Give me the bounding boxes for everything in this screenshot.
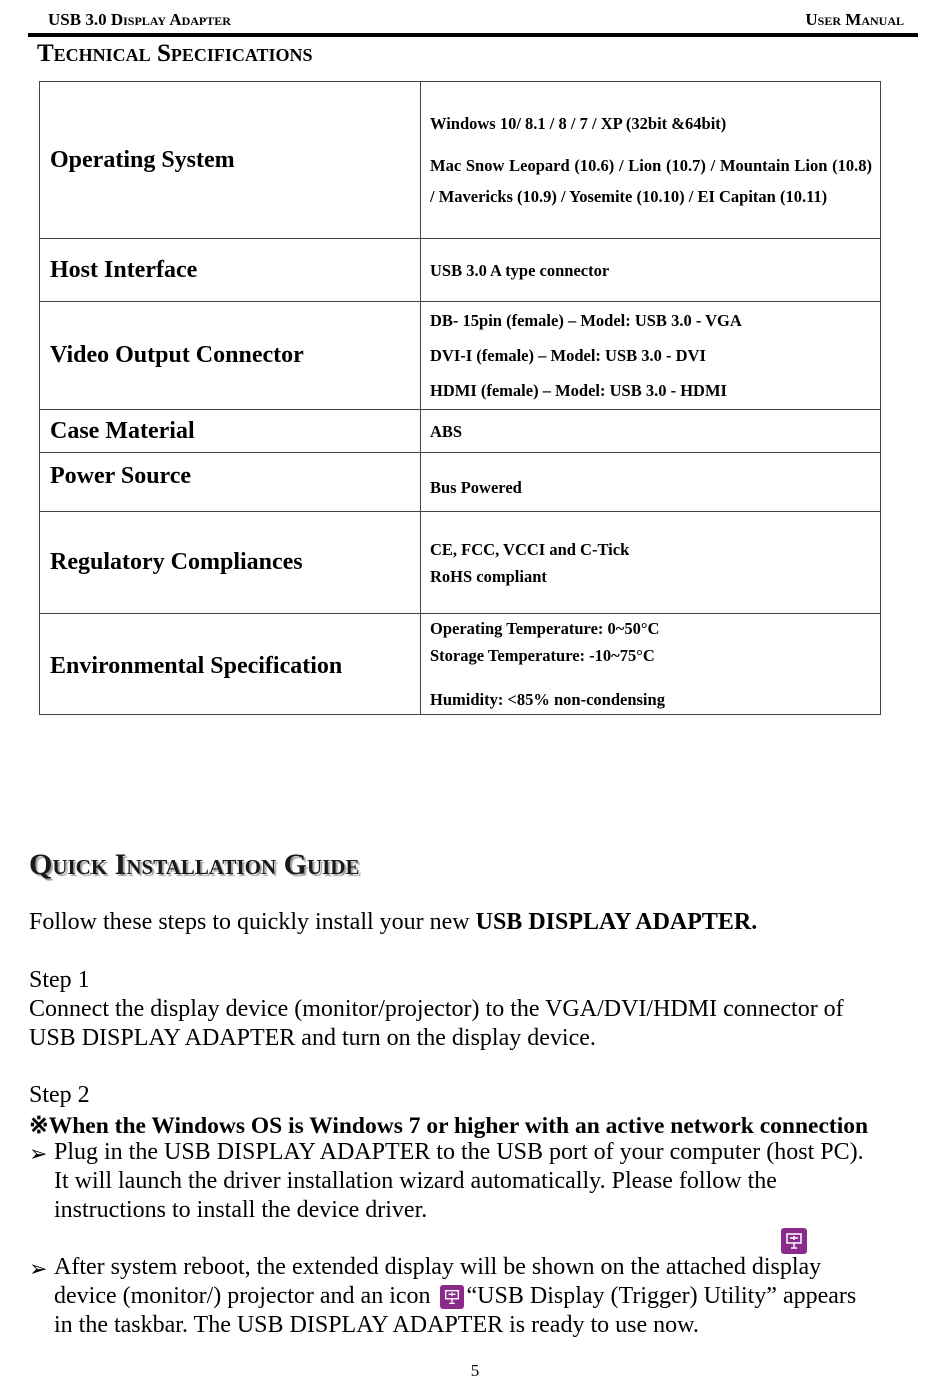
bullet1-line: instructions to install the device driver. (54, 1197, 428, 1223)
spec-value (421, 614, 881, 715)
table-row (40, 82, 881, 239)
tech-specs-title: Technical Specifications (37, 40, 313, 67)
table-row (40, 410, 881, 453)
spec-line: DVI-I (female) – Model: USB 3.0 - DVI (430, 346, 706, 365)
spec-line: USB 3.0 A type connector (430, 260, 610, 280)
table-row (40, 512, 881, 614)
spec-line: DB- 15pin (female) – Model: USB 3.0 - VGA (430, 311, 742, 330)
spec-label: Case Material (40, 410, 421, 453)
page-number: 5 (470, 1361, 480, 1380)
spec-value (421, 82, 881, 239)
usb-display-utility-icon (781, 1228, 807, 1254)
spec-table (39, 81, 881, 715)
intro-plain: Follow these steps to quickly install your new (29, 909, 476, 935)
spec-value (421, 512, 881, 614)
table-row (40, 453, 881, 512)
step1-line: Connect the display device (monitor/projector) to the VGA/DVI/HDMI connector of (29, 996, 844, 1022)
spec-value (421, 239, 881, 302)
bullet-arrow-icon: ➢ (29, 1141, 48, 1166)
spec-line: Windows 10/ 8.1 / 8 / 7 / XP (32bit &64bit) (430, 114, 727, 133)
spec-value (421, 453, 881, 512)
spec-line: RoHS compliant (430, 566, 547, 586)
spec-label: Power Source (40, 453, 421, 512)
spec-label: Host Interface (40, 239, 421, 302)
intro-text (29, 909, 757, 936)
bullet2-line (54, 1283, 856, 1310)
bullet-arrow-icon: ➢ (29, 1256, 48, 1281)
quick-guide-title: Quick Installation Guide (29, 848, 360, 881)
spec-label: Operating System (40, 82, 421, 239)
intro-bold: USB DISPLAY ADAPTER. (475, 909, 758, 935)
spec-line: Storage Temperature: -10~75°C (430, 646, 655, 665)
spec-line: ABS (430, 421, 463, 441)
spec-line: Humidity: <85% non-condensing (430, 690, 665, 709)
spec-label: Environmental Specification (40, 614, 421, 715)
bullet2-line: After system reboot, the extended display will be shown on the attached display (54, 1254, 822, 1280)
step2-note: ※When the Windows OS is Windows 7 or higher with an active network connection (29, 1113, 869, 1139)
bullet2-text-a: device (monitor/) projector and an icon (54, 1283, 431, 1309)
spec-line: HDMI (female) – Model: USB 3.0 - HDMI (430, 381, 727, 400)
bullet2-line: in the taskbar. The USB DISPLAY ADAPTER is ready to use now. (54, 1312, 699, 1338)
usb-display-utility-icon (440, 1285, 464, 1309)
bullet1-line: Plug in the USB DISPLAY ADAPTER to the USB port of your computer (host PC). (54, 1139, 864, 1165)
step2-label: Step 2 (29, 1082, 90, 1108)
spec-line: Bus Powered (430, 478, 522, 497)
spec-line: CE, FCC, VCCI and C-Tick (430, 539, 630, 559)
table-row (40, 302, 881, 410)
table-row (40, 614, 881, 715)
header-title: USB 3.0 Display Adapter (48, 10, 231, 29)
spec-label: Video Output Connector (40, 302, 421, 410)
step1-line: USB DISPLAY ADAPTER and turn on the display device. (29, 1025, 596, 1051)
step1-label: Step 1 (29, 967, 90, 993)
spec-value (421, 302, 881, 410)
header-rule (28, 33, 918, 37)
spec-value (421, 410, 881, 453)
bullet1-line: It will launch the driver installation wizard automatically. Please follow the (54, 1168, 777, 1194)
table-row (40, 239, 881, 302)
header-subtitle: User Manual (805, 10, 904, 29)
spec-line: Operating Temperature: 0~50°C (430, 619, 660, 638)
bullet2-text-b: “USB Display (Trigger) Utility” appears (466, 1283, 857, 1309)
spec-label: Regulatory Compliances (40, 512, 421, 614)
spec-line: Mac Snow Leopard (10.6) / Lion (10.7) / Mountain Lion (10.8) / Mavericks (10.9) / Yosemite (10.10) / EI Capitan (10.11) (430, 156, 872, 206)
